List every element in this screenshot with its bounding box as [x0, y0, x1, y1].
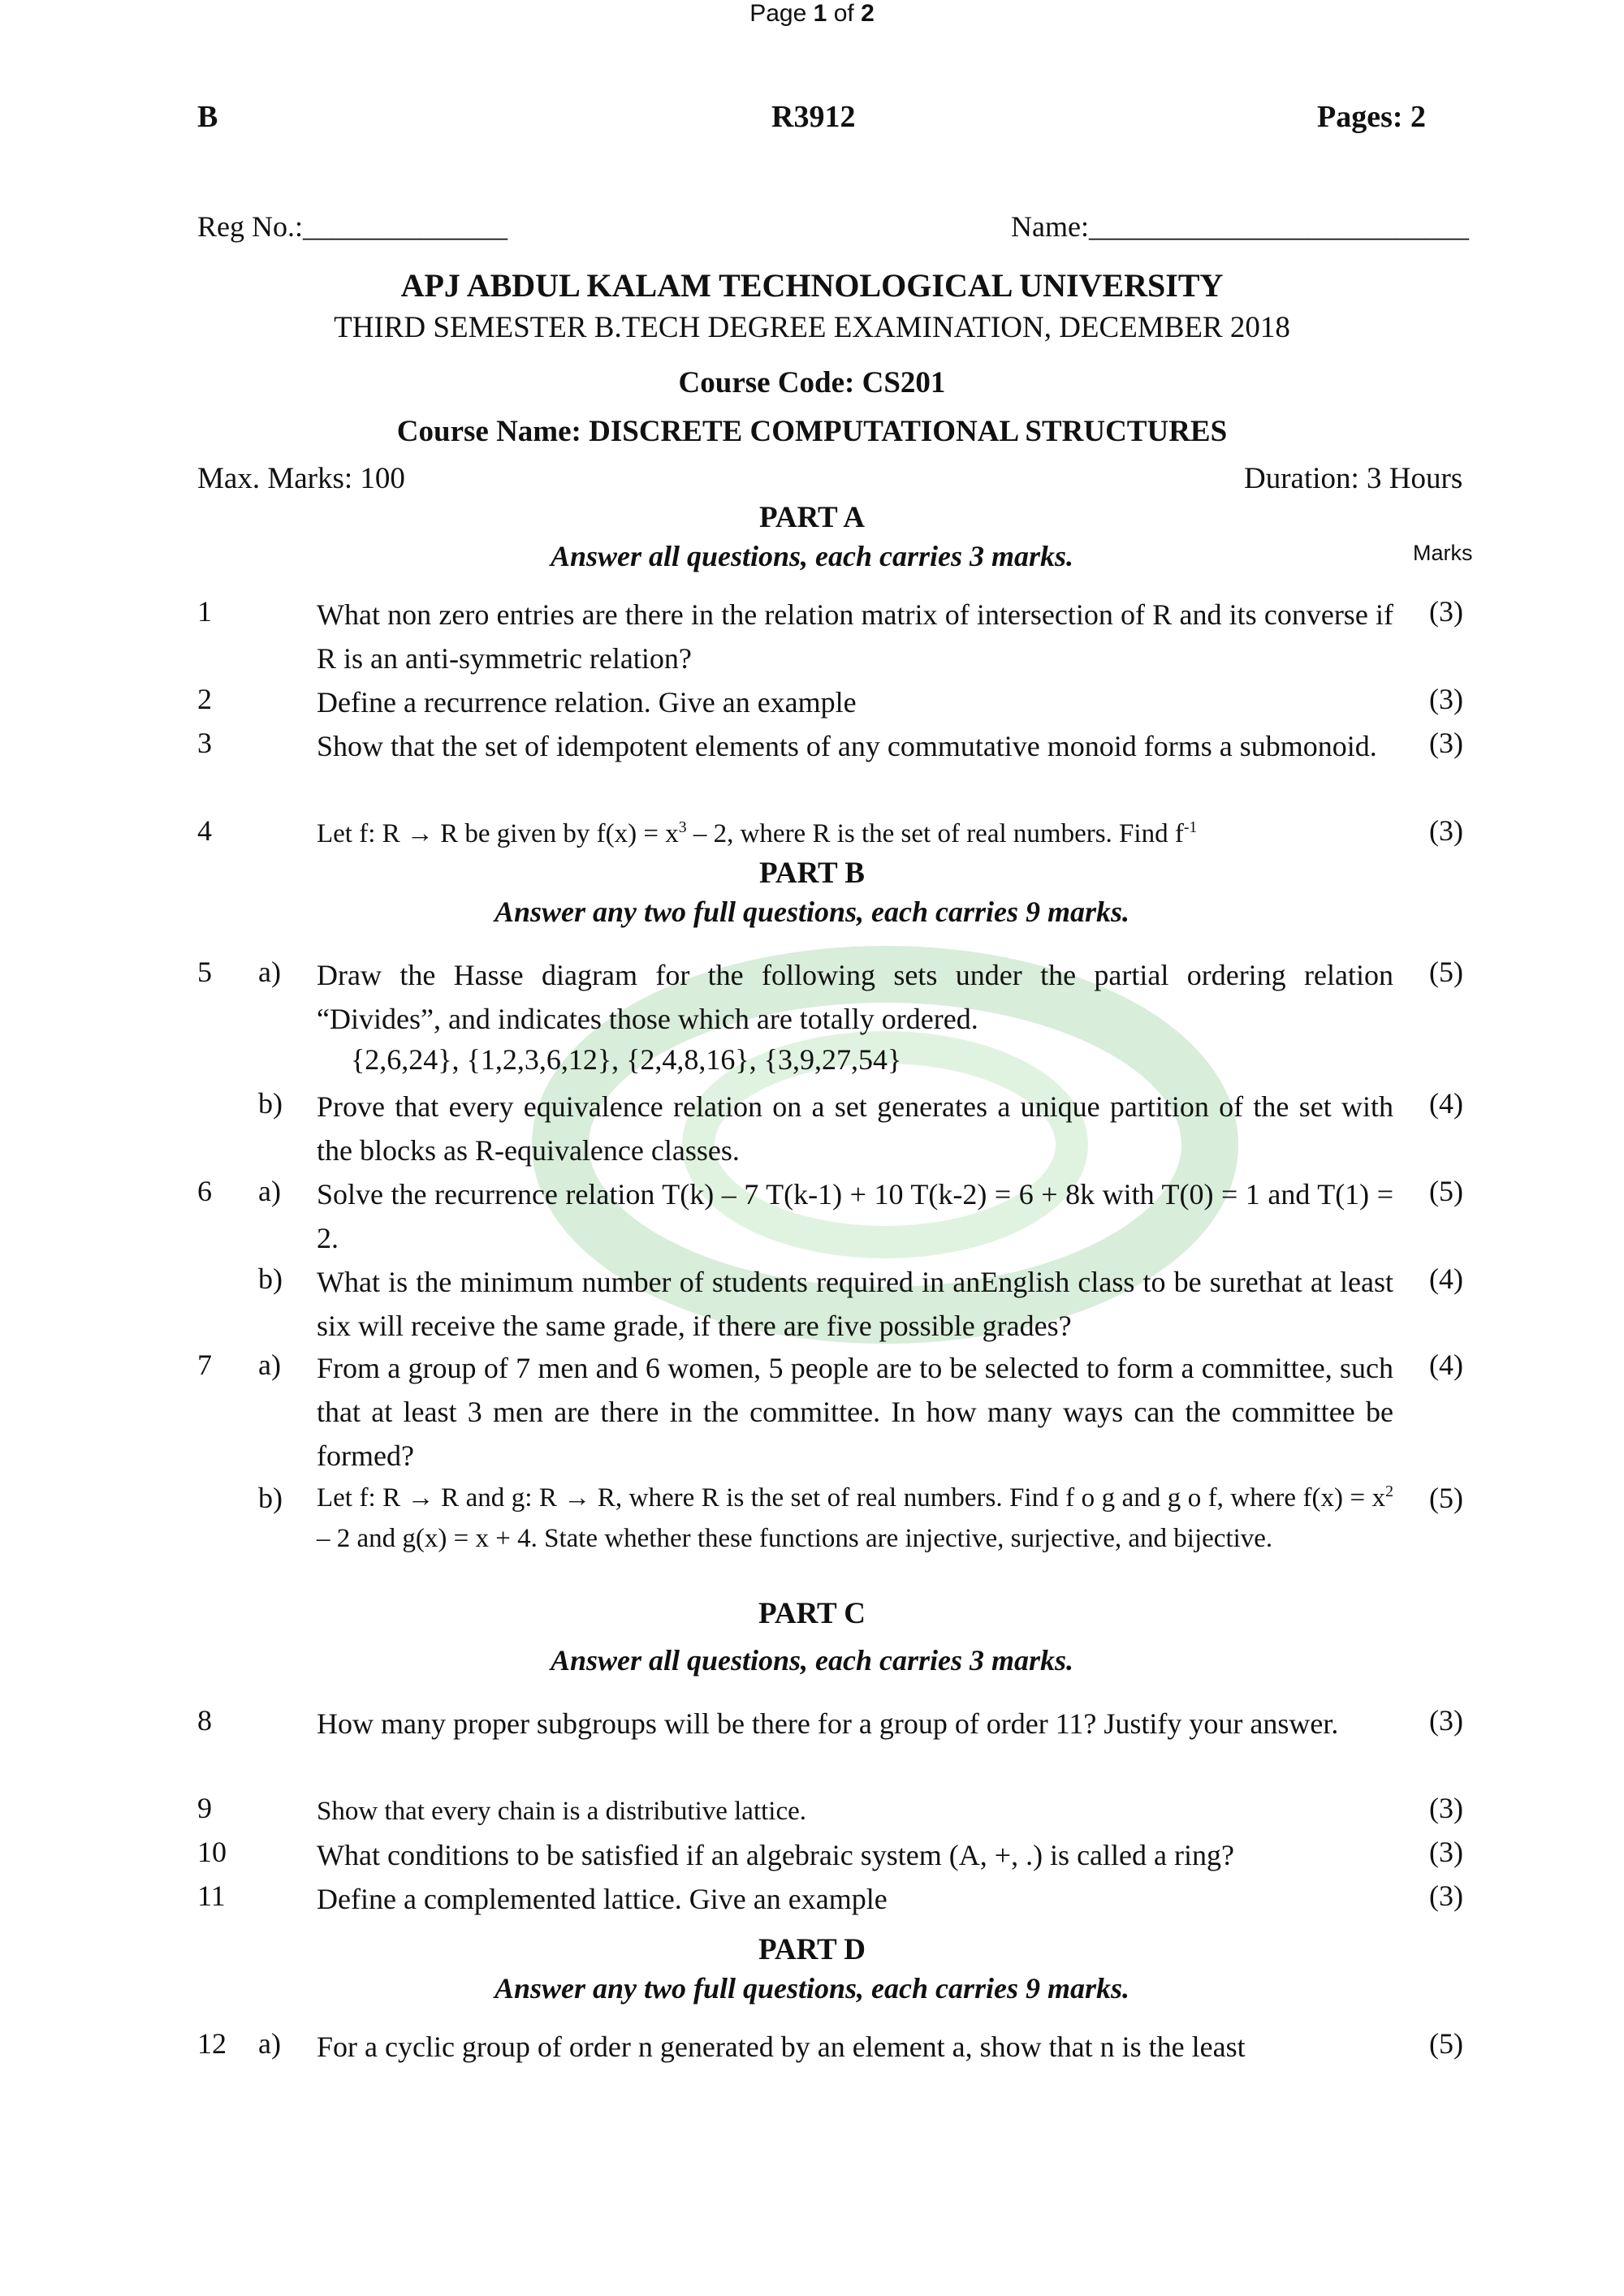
question-text: Show that every chain is a distributive lattice. [317, 1797, 807, 1826]
part-a-title: PART A [759, 501, 865, 534]
question-marks: (3) [1429, 814, 1463, 847]
question-number: 8 [197, 1704, 212, 1737]
max-marks: Max. Marks: 100 [197, 462, 405, 495]
sub-question-label: b) [258, 1262, 283, 1295]
course-name: Course Name: DISCRETE COMPUTATIONAL STRUCTURES [396, 415, 1228, 448]
question-number: 3 [197, 727, 212, 759]
question-text: Let f: R → R be given by $f(x) = x^3 - 2$, where R is the set of real numbers. Find $f^{-1}$ [317, 818, 1198, 848]
question-text: What non zero entries are there in the relation matrix of intersection of R and its converse if R is an anti-symmetric relation? [317, 598, 1393, 675]
sub-question-label: a) [258, 2027, 281, 2060]
exam-title: THIRD SEMESTER B.TECH DEGREE EXAMINATION, DECEMBER 2018 [334, 311, 1290, 344]
question-marks: (5) [1429, 2027, 1463, 2060]
question-marks: (4) [1429, 1262, 1463, 1295]
question-text: Prove that every equivalence relation on a set generates a unique partition of the set with the blocks as R-equivalence classes. [317, 1090, 1393, 1167]
question-marks: (3) [1429, 727, 1463, 759]
question-marks: (5) [1429, 956, 1463, 988]
paper-set-letter: B [197, 100, 218, 134]
sub-question-label: b) [258, 1482, 283, 1514]
question-number: 4 [197, 814, 212, 847]
question-marks: (3) [1429, 683, 1463, 715]
question-marks: (3) [1429, 595, 1463, 628]
reg-no-field: Reg No.:______________ [197, 210, 508, 243]
question-marks: (3) [1429, 1792, 1463, 1824]
sub-question-label: a) [258, 1175, 281, 1207]
course-code: Course Code: CS201 [678, 366, 946, 399]
question-text: Show that the set of idempotent elements of any commutative monoid forms a submonoid. [317, 730, 1377, 762]
question-marks: (4) [1429, 1349, 1463, 1381]
marks-column-heading: Marks [1413, 541, 1473, 565]
question-number: 7 [197, 1349, 212, 1381]
question-number: 10 [197, 1836, 227, 1868]
question-sets: {2,6,24}, {1,2,3,6,12}, {2,4,8,16}, {3,9,27,54} [351, 1043, 902, 1076]
part-d-instruction: Answer any two full questions, each carries 9 marks. [494, 1972, 1130, 2005]
question-number: 5 [197, 956, 212, 988]
paper-code: R3912 [771, 100, 856, 134]
question-number: 9 [197, 1792, 212, 1824]
sub-question-label: b) [258, 1087, 283, 1120]
page-count: Pages: 2 [1317, 100, 1427, 134]
question-marks: (3) [1429, 1704, 1463, 1737]
question-number: 2 [197, 683, 212, 715]
name-field: Name:__________________________ [1011, 210, 1469, 243]
question-marks: (4) [1429, 1087, 1463, 1120]
question-text: How many proper subgroups will be there for a group of order 11? Justify your answer. [317, 1707, 1339, 1740]
question-text: For a cyclic group of order n generated by an element a, show that n is the least [317, 2031, 1246, 2063]
university-title: APJ ABDUL KALAM TECHNOLOGICAL UNIVERSITY [400, 267, 1224, 304]
part-c-title: PART C [758, 1597, 866, 1630]
sub-question-label: a) [258, 956, 281, 988]
part-b-title: PART B [759, 857, 865, 890]
question-marks: (3) [1429, 1880, 1463, 1912]
question-text: From a group of 7 men and 6 women, 5 people are to be selected to form a committee, such that at least 3 men are there in the committee. In how many ways can the committee be formed? [317, 1352, 1393, 1472]
question-marks: (5) [1429, 1175, 1463, 1207]
part-c-instruction: Answer all questions, each carries 3 marks. [550, 1644, 1074, 1677]
question-number: 12 [197, 2027, 227, 2060]
part-a-instruction: Answer all questions, each carries 3 marks. [550, 540, 1074, 572]
page-footer: Page 1 of 2 [749, 0, 875, 27]
question-text: What is the minimum number of students required in anEnglish class to be surethat at least six will receive the same grade, if there are five possible grades? [317, 1266, 1393, 1342]
question-number: 1 [197, 595, 212, 628]
sub-question-label: a) [258, 1349, 281, 1381]
question-marks: (5) [1429, 1482, 1463, 1514]
question-text: Draw the Hasse diagram for the following sets under the partial ordering relation “Divides”, and indicates those which are totally ordered. [317, 959, 1393, 1035]
question-text: Define a complemented lattice. Give an example [317, 1883, 888, 1915]
part-d-title: PART D [758, 1933, 866, 1966]
question-number: 11 [197, 1880, 226, 1912]
question-text: What conditions to be satisfied if an algebraic system (A, +, .) is called a ring? [317, 1839, 1234, 1871]
question-number: 6 [197, 1175, 212, 1207]
question-marks: (3) [1429, 1836, 1463, 1868]
question-text: Solve the recurrence relation T(k) – 7 T(k-1) + 10 T(k-2) = 6 + 8k with T(0) = 1 and T(1) = 2. [317, 1178, 1393, 1254]
question-text: Let f: R → R and g: R → R, where R is the set of real numbers. Find f ο g and g ο f, where $f(x) = x^2 - 2$ and g(x) = x + 4. State whether these functions are injective, surjective, and bijective. [317, 1482, 1393, 1553]
question-text: Define a recurrence relation. Give an example [317, 686, 857, 719]
part-b-instruction: Answer any two full questions, each carries 9 marks. [494, 896, 1130, 928]
duration: Duration: 3 Hours [1244, 462, 1463, 495]
